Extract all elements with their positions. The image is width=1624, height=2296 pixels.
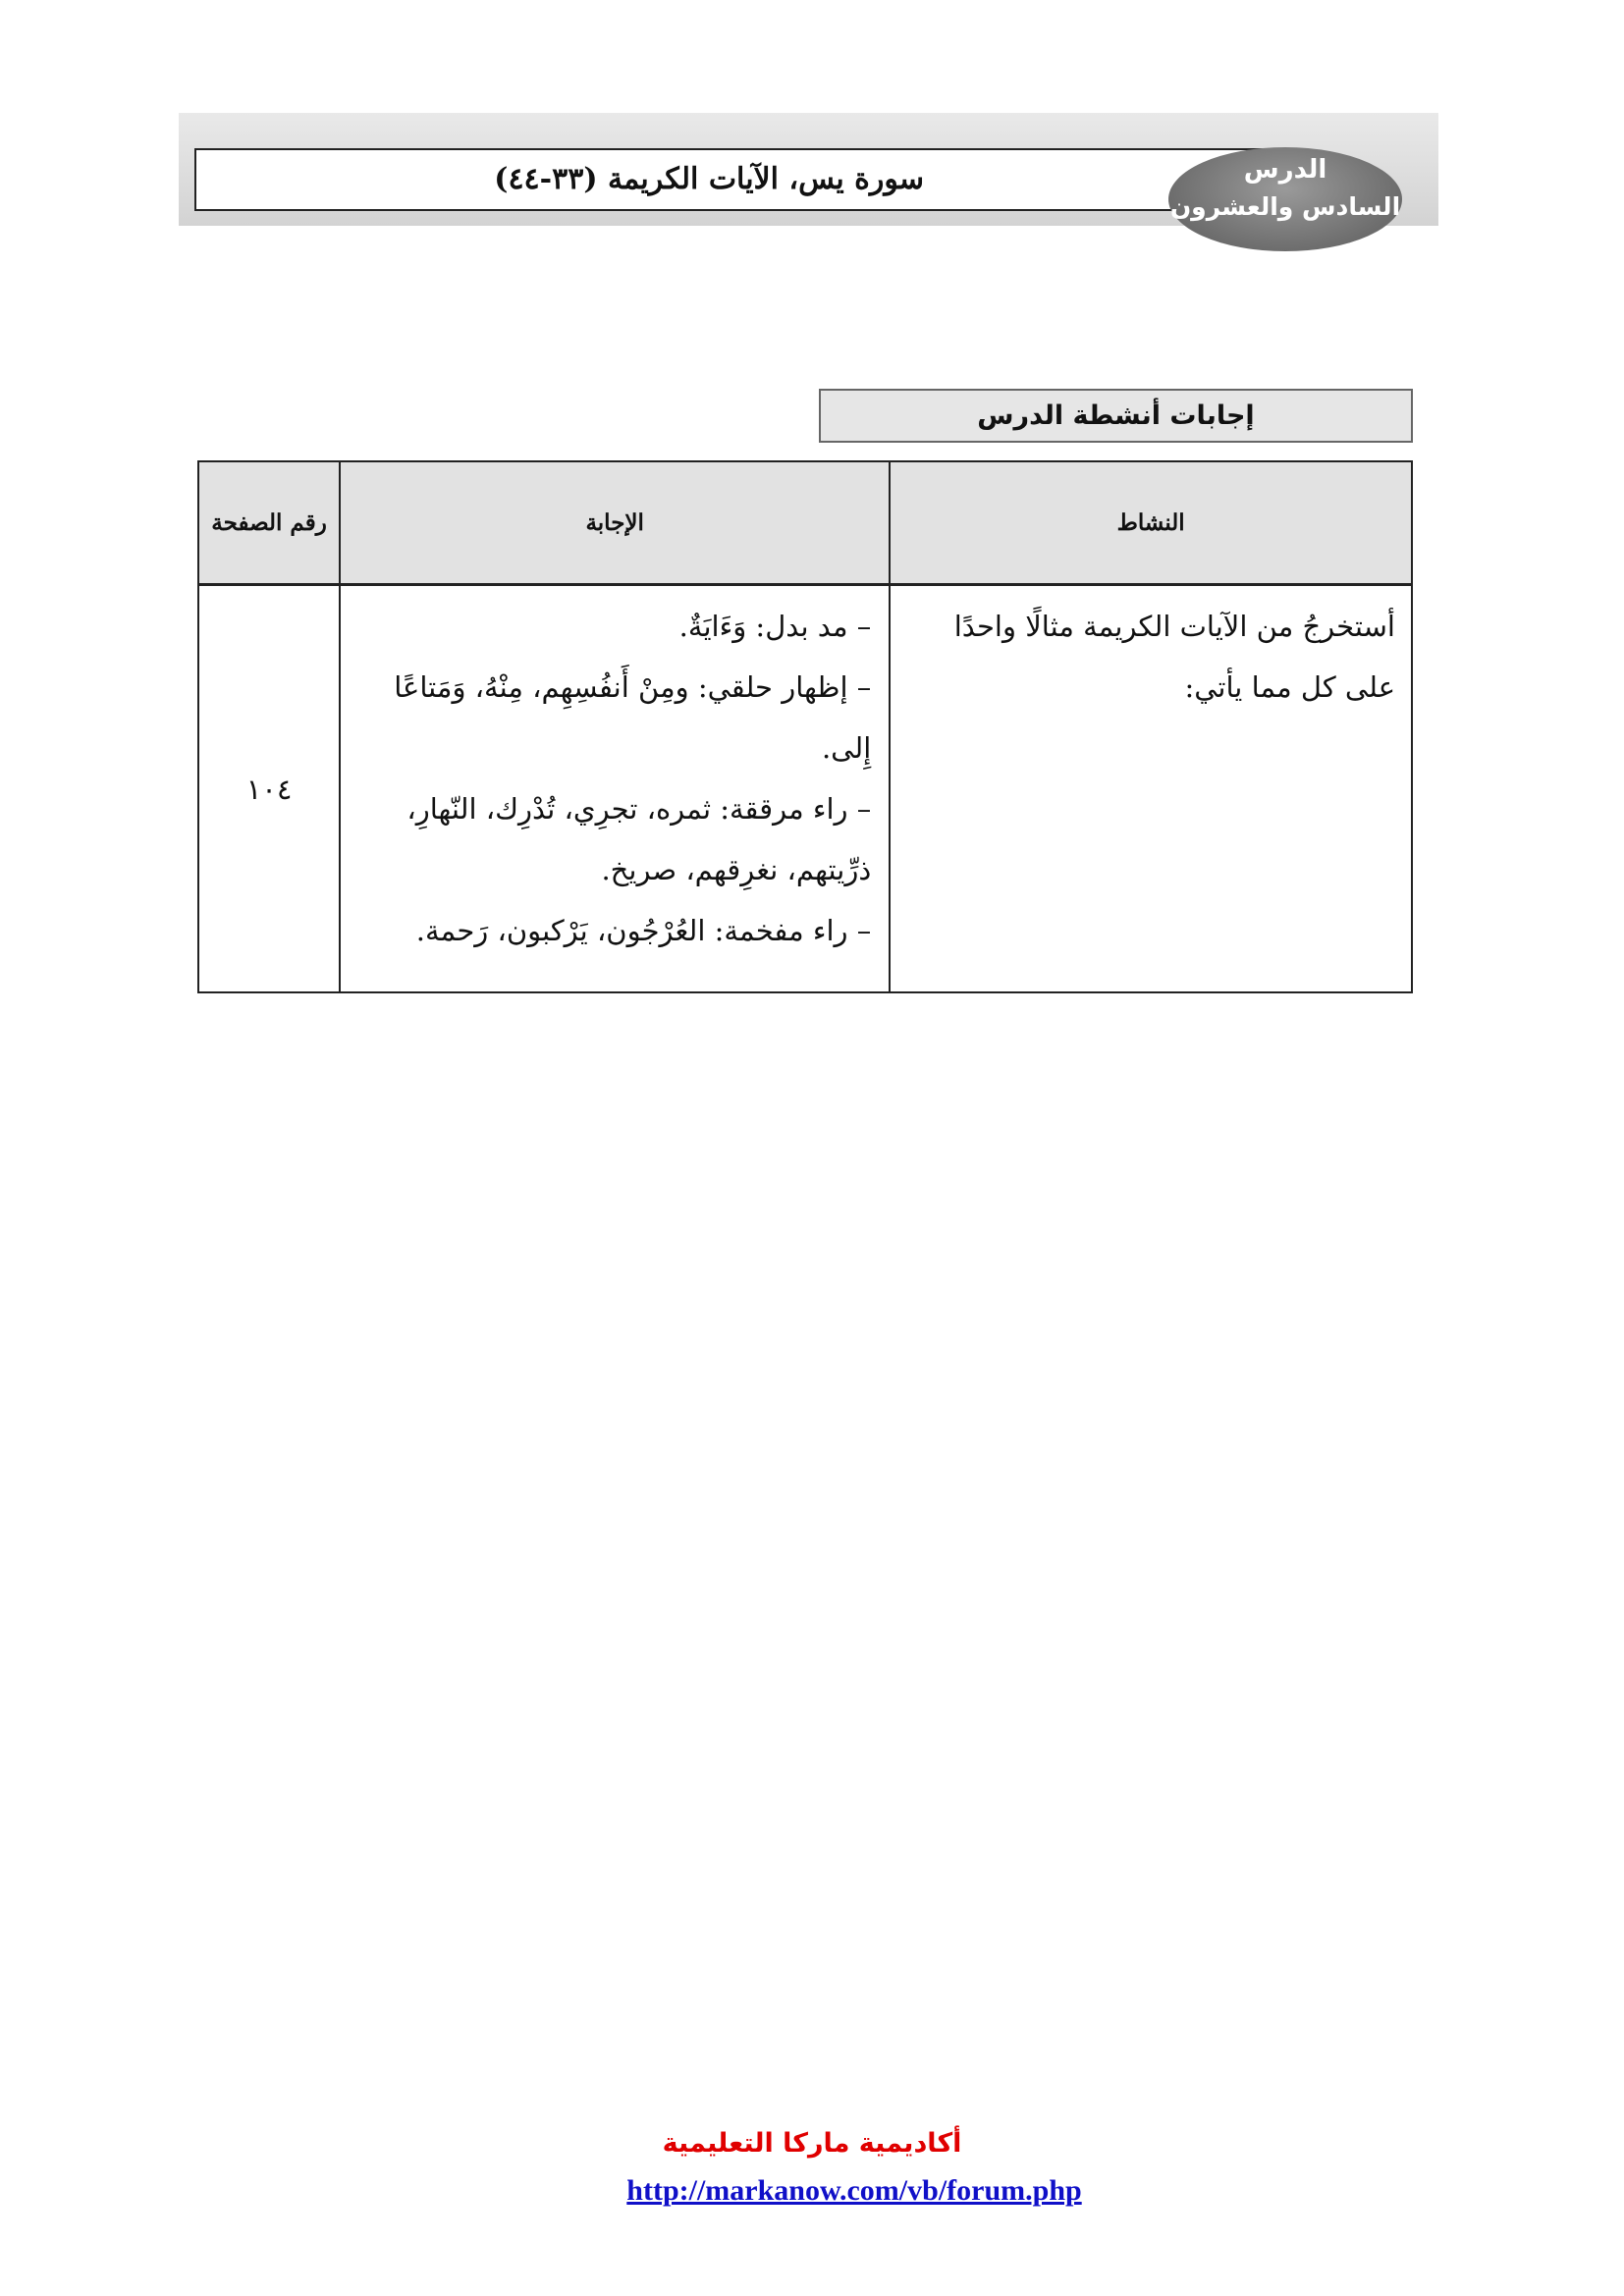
header-activity: النشاط — [890, 461, 1412, 585]
table-header-row — [198, 461, 1412, 585]
activity-cell: أستخرجُ من الآيات الكريمة مثالًا واحدًا على كل مما يأتي: — [890, 585, 1412, 993]
lesson-badge-line1: الدرس — [1243, 155, 1327, 185]
footer-forum-link[interactable]: http://markanow.com/vb/forum.php — [626, 2174, 1082, 2207]
page-title: سورة يس، الآيات الكريمة (٣٣-٤٤) — [494, 162, 924, 196]
lesson-badge — [1168, 147, 1402, 251]
answer-item: – مد بدل: وَءَايَةٌ. — [678, 610, 872, 643]
answer-item: – إظهار حلقي: ومِنْ أَنفُسِهِم، مِنْهُ، وَمَتاعًا إِلى. — [394, 670, 872, 765]
answer-cell — [340, 585, 890, 993]
answers-table — [197, 460, 1413, 993]
footer-academy-name: أكاديمية ماركا التعليمية — [662, 2128, 962, 2159]
answer-item: – راء مرققة: ثمره، تجرِي، تُدْرِك، النّهارِ، ذرِّيتهم، نغرِقهم، صريخ. — [406, 792, 872, 886]
header-page-number: رقم الصفحة — [198, 461, 340, 585]
lesson-badge-line2: السادس والعشرون — [1169, 192, 1401, 221]
answer-item: – راء مفخمة: العُرْجُون، يَرْكبون، رَحمة. — [415, 914, 872, 947]
header-answer: الإجابة — [340, 461, 890, 585]
header-title-box — [194, 148, 1279, 211]
page-number-cell: ١٠٤ — [198, 585, 340, 993]
table-row — [198, 585, 1412, 993]
section-heading: إجابات أنشطة الدرس — [819, 389, 1413, 443]
